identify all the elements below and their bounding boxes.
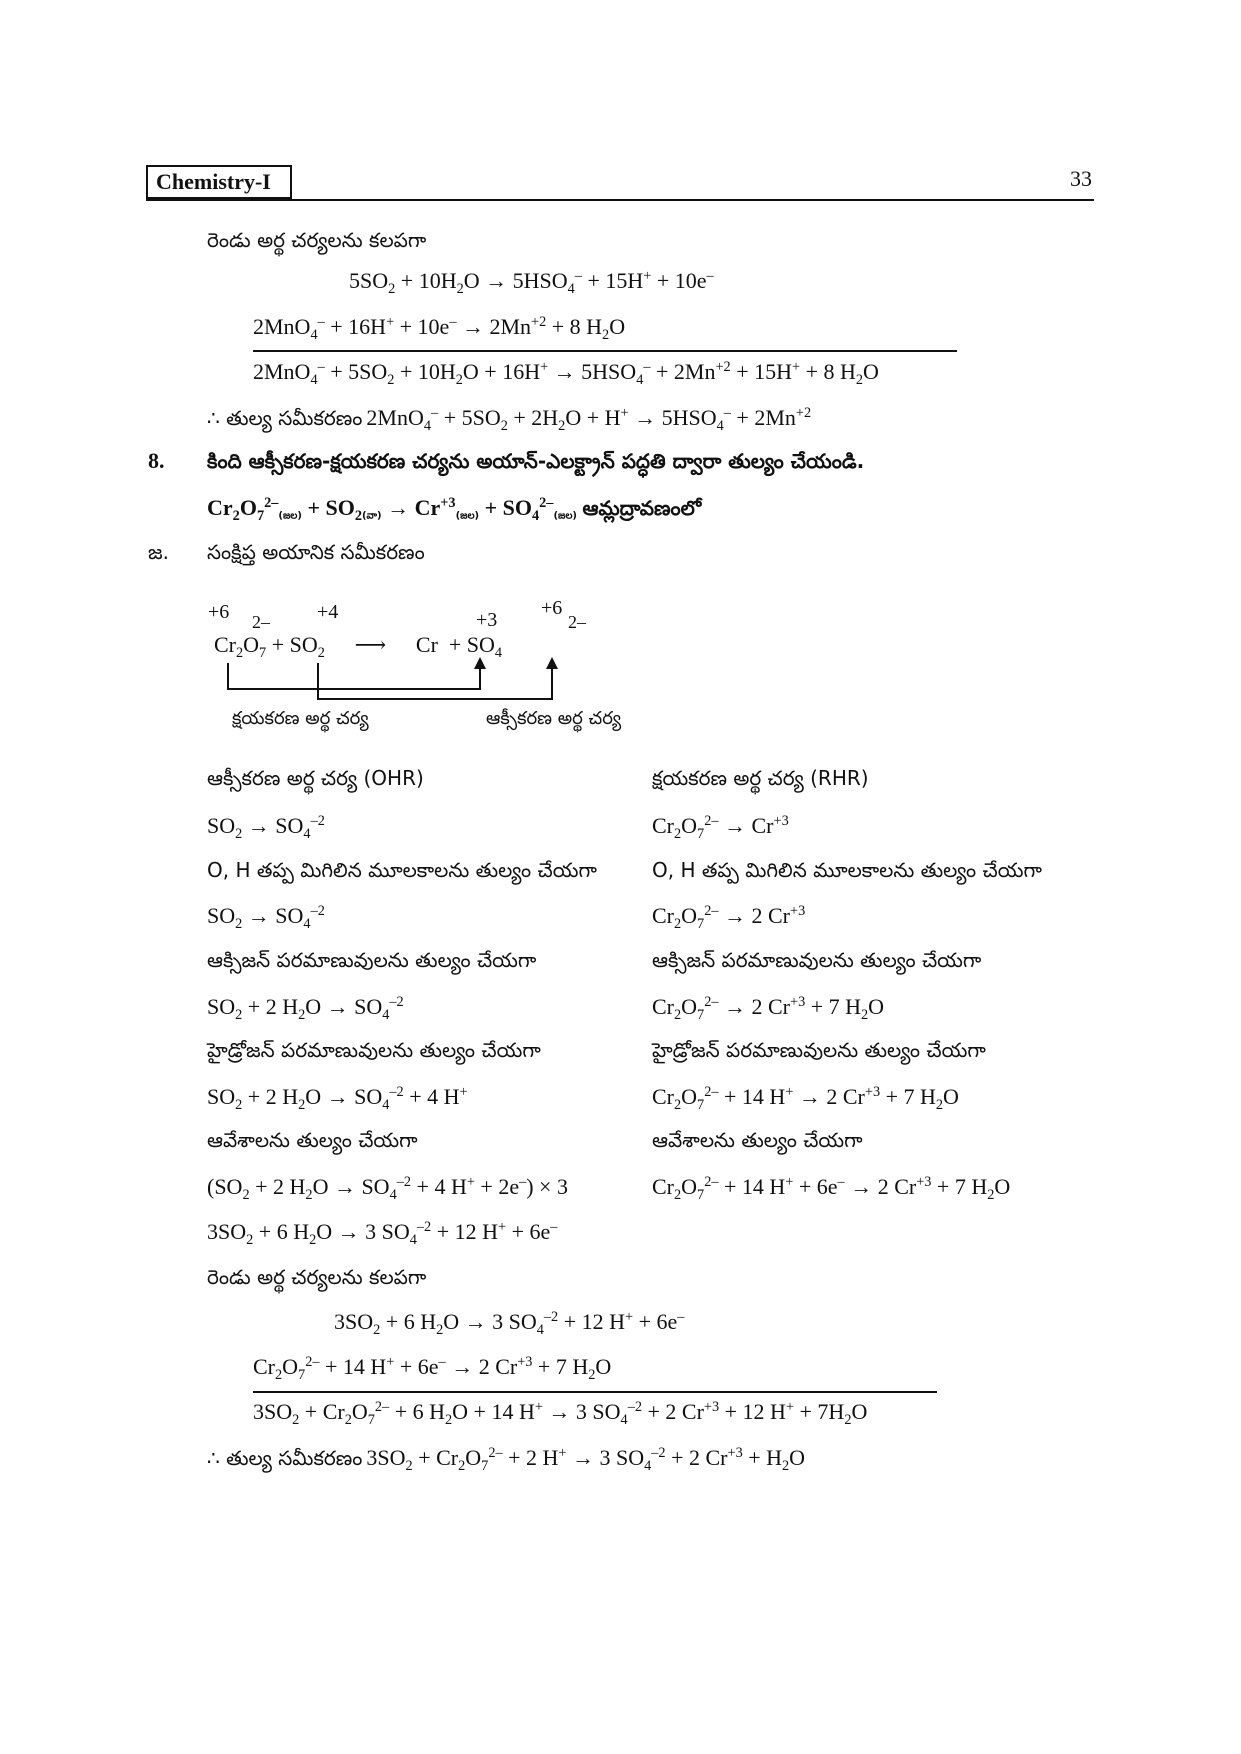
balanced-prefix-2: ∴ తుల్య సమీకరణం <box>207 1446 363 1470</box>
ohr-step5-label: ఆవేశాలను తుల్యం చేయగా <box>207 1128 418 1152</box>
charge-so4: 2– <box>568 612 586 632</box>
ox-state-cr2o7: +6 <box>208 601 230 623</box>
equation-red-half-2: $Cr_2O_7^{2-} + 14$ H+ + 6e– → 2 $Cr^{+3} + 7$ $H_2O$ <box>253 1354 612 1383</box>
ohr-step6: $3SO_2 + 6$ $H_2O \to 3$ $SO_4^{-2} + 12$ H+ + 6e– <box>207 1219 558 1248</box>
rhr-step2: $Cr_2O_7^{2-} \to 2$ $Cr^{+3}$ <box>652 903 806 932</box>
ohr-step5: ($SO_2 + 2$ $H_2O \to SO_4^{-2} + 4$ H+ + 2e–) × 3 <box>207 1174 568 1203</box>
equation-ox-half-2: $3SO_2 + 6$ $H_2O \to 3$ $SO_4^{-2} + 12$ H+ + 6e– <box>334 1309 685 1338</box>
label-reduction-half: క్షయకరణ అర్థ చర్య <box>232 708 369 729</box>
rhr-step4-label: హైడ్రోజన్ పరమాణువులను తుల్యం చేయగా <box>652 1038 986 1062</box>
diagram-arrows <box>200 655 580 715</box>
answer-intro: సంక్షిప్త అయానిక సమీకరణం <box>207 540 425 564</box>
balanced-equation-1 <box>207 404 811 435</box>
ox-state-cr: +3 <box>476 609 498 631</box>
rhr-title: క్షయకరణ అర్థ చర్య (RHR) <box>652 766 869 790</box>
oxidation-arrowhead <box>546 657 558 669</box>
diagram-equation: $Cr_2O_7 + SO_2$ ⟶ $Cr + SO_4$ <box>214 632 503 661</box>
rhr-step5-label: ఆవేశాలను తుల్యం చేయగా <box>652 1128 863 1152</box>
ohr-step4: $SO_2 + 2$ $H_2O \to SO_4^{-2} + 4$ H+ <box>207 1084 468 1113</box>
rhr-step1: $Cr_2O_7^{2-} \to Cr^{+3}$ <box>652 813 789 842</box>
reduction-arrowhead <box>474 657 486 669</box>
question-text: కింది ఆక్సీకరణ-క్షయకరణ చర్యను అయాన్-ఎలక్ట్రాన్ పద్ధతి ద్వారా తుల్యం చేయండి. <box>207 449 865 473</box>
rhr-step3: $Cr_2O_7^{2-} \to 2$ $Cr^{+3} + 7$ $H_2O$ <box>652 994 885 1023</box>
balanced-prefix-1: ∴ తుల్య సమీకరణం <box>207 406 363 430</box>
oxidation-bracket <box>318 663 552 699</box>
ox-state-so2: +4 <box>317 601 339 623</box>
charge-cr2o7: 2– <box>252 612 270 632</box>
rhr-step5: $Cr_2O_7^{2-} + 14$ H+ + 6e– → 2 $Cr^{+3} + 7$ $H_2O$ <box>652 1174 1011 1203</box>
sum-rule-2 <box>253 1391 937 1393</box>
page-number: 33 <box>1070 166 1092 191</box>
header-title-box <box>146 165 292 199</box>
balanced-formula-1: $2MnO_4^- + 5SO_2 + 2H_2O + H^+ \to 5HSO_4^- + 2Mn^{+2}$ <box>366 405 812 434</box>
ohr-step3-label: ఆక్సిజన్ పరమాణువులను తుల్యం చేయగా <box>207 948 537 972</box>
sum-rule-1 <box>253 350 957 352</box>
header-title: Chemistry-I <box>156 169 271 194</box>
equation-sum-1: $2MnO_4^- + 5SO_2 + 10H_2O + 16H^+ \to 5HSO_4^- + 2Mn^{+2} + 15H^+ + 8$ $H_2O$ <box>253 359 879 388</box>
equation-sum-2: $3SO_2 + Cr_2O_7^{2-} + 6$ $H_2O + 14$ H+ → 3 $SO_4^{-2} + 2$ $Cr^{+3} + 12$ $H^+ + 7H_2O$ <box>253 1399 868 1428</box>
equation-mno4-half: $2MnO_4^- + 16H^+ + 10e^- \to 2Mn^{+2} + 8$ $H_2O$ <box>253 314 626 343</box>
ohr-title: ఆక్సీకరణ అర్థ చర్య (OHR) <box>207 766 424 790</box>
header-rule <box>146 199 1094 201</box>
ohr-step3: $SO_2 + 2$ $H_2O \to SO_4^{-2}$ <box>207 994 404 1023</box>
combine-intro-1: రెండు అర్థ చర్యలను కలపగా <box>207 228 427 252</box>
answer-label: జ. <box>148 540 169 564</box>
ohr-step4-label: హైడ్రోజన్ పరమాణువులను తుల్యం చేయగా <box>207 1038 541 1062</box>
ohr-step2-label: O, H తప్ప మిగిలిన మూలకాలను తుల్యం చేయగా <box>207 858 597 882</box>
ohr-step2: $SO_2 \to SO_4^{-2}$ <box>207 903 325 932</box>
question-reaction: $Cr_2O_7^{2-}_{(జల)} + SO_{2(వా)} \to Cr^{+3}_{(జల)} + SO_4^{2-}_{(జల)}$ ఆమ్లద్రావణంలో <box>207 495 702 524</box>
balanced-formula-2: $3SO_2 + Cr_2O_7^{2-} + 2$ H+ → 3 $SO_4^{-2} + 2$ $Cr^{+3} + H_2O$ <box>366 1445 806 1474</box>
rhr-step2-label: O, H తప్ప మిగిలిన మూలకాలను తుల్యం చేయగా <box>652 858 1042 882</box>
rhr-step3-label: ఆక్సిజన్ పరమాణువులను తుల్యం చేయగా <box>652 948 982 972</box>
label-oxidation-half: ఆక్సీకరణ అర్థ చర్య <box>486 708 622 729</box>
balanced-equation-2 <box>207 1444 805 1475</box>
ohr-step1: $SO_2 \to SO_4^{-2}$ <box>207 813 325 842</box>
question-number: 8. <box>148 448 165 473</box>
medium-label: ఆమ్లద్రావణంలో <box>582 496 702 520</box>
ox-state-so4: +6 <box>541 597 563 619</box>
reduction-bracket <box>228 663 480 689</box>
combine-intro-2: రెండు అర్థ చర్యలను కలపగా <box>207 1265 427 1289</box>
rhr-step4: $Cr_2O_7^{2-} + 14$ H+ → 2 $Cr^{+3} + 7$ $H_2O$ <box>652 1084 959 1113</box>
equation-so2-half: $5SO_2 + 10H_2O \to 5HSO_4^- + 15H^+ + 10e^-$ <box>349 268 714 297</box>
